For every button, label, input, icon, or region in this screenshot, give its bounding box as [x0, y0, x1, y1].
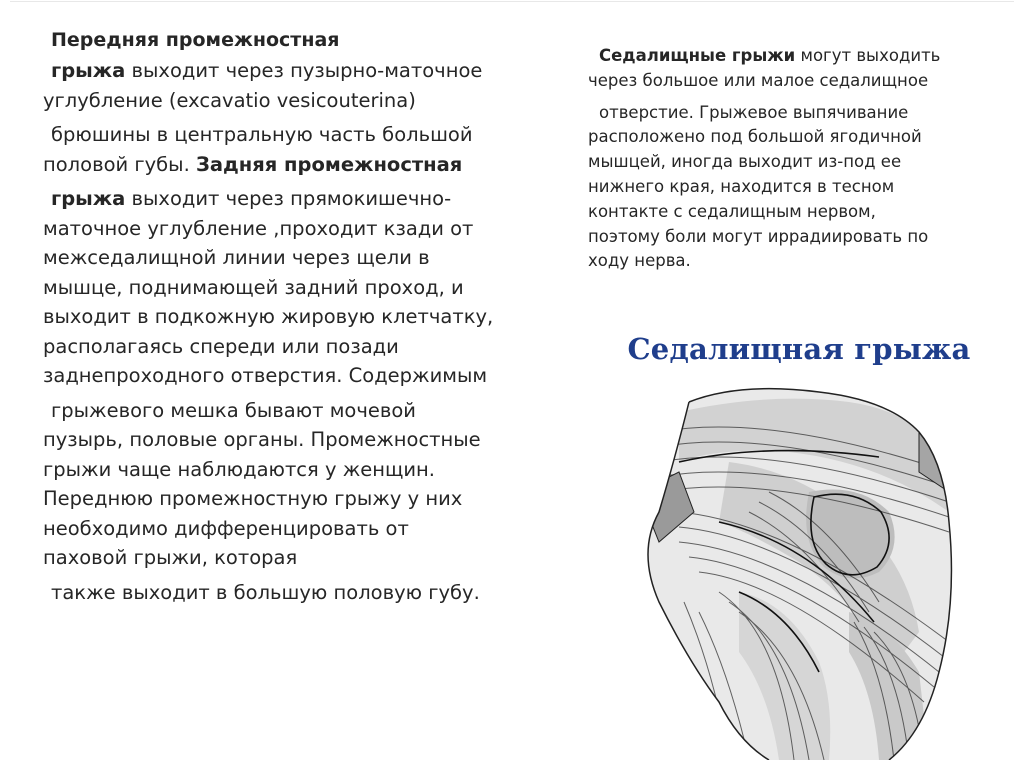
left-line: маточное углубление ,проходит кзади от — [43, 216, 474, 240]
right-line: ходу нерва. — [588, 251, 691, 271]
bold-term: грыжа — [51, 59, 126, 82]
left-line: брюшины в центральную часть большой — [51, 123, 473, 146]
left-line: паховой грыжи, которая — [43, 546, 298, 569]
text-fragment: могут выходить — [795, 46, 941, 65]
left-line: заднепроходного отверстия. Содержимым — [43, 364, 488, 387]
left-line: пузырь, половые органы. Промежностные — [43, 428, 481, 451]
right-line: отверстие. Грыжевое выпячивание — [599, 102, 909, 122]
right-line: поэтому боли могут иррадиировать по — [588, 226, 929, 246]
text-fragment: выходит через пузырно-маточное — [125, 59, 483, 82]
muscle-fibers — [619, 372, 979, 760]
bold-term: Задняя промежностная — [195, 152, 463, 176]
bold-term: грыжа — [51, 187, 126, 210]
right-line: через большое или малое седалищное — [588, 70, 929, 90]
left-line: выходит в подкожную жировую клетчатку, — [43, 305, 494, 328]
bold-term: Седалищные грыжи — [599, 46, 796, 65]
left-line: грыжевого мешка бывают мочевой — [51, 398, 416, 422]
left-line: углубление (excavatio vesicouterina) — [43, 88, 416, 112]
left-line: Переднюю промежностную грыжу у них — [43, 487, 463, 510]
text-fragment: половой губы. — [43, 152, 196, 176]
left-line — [43, 150, 543, 180]
left-line: также выходит в большую половую губу. — [51, 580, 480, 604]
right-line: расположено под большой ягодичной — [588, 127, 922, 147]
left-line: грыжи чаще наблюдаются у женщин. — [43, 457, 435, 481]
text-fragment: выходит через прямокишечно- — [125, 187, 452, 210]
left-text-column — [43, 26, 543, 607]
left-heading: Передняя промежностная — [51, 29, 340, 51]
left-line — [43, 56, 543, 86]
figure-title: Седалищная грыжа — [627, 332, 971, 366]
left-line — [43, 184, 543, 214]
left-line: межседалищной линии через щели в — [43, 246, 430, 269]
left-line: необходимо дифференцировать от — [43, 516, 409, 540]
left-line: располагаясь спереди или позади — [43, 334, 399, 358]
anatomy-illustration — [619, 372, 979, 760]
top-divider — [10, 1, 1014, 2]
right-line — [588, 44, 998, 69]
right-line: нижнего края, находится в тесном — [588, 176, 895, 196]
right-line: мышцей, иногда выходит из-под ее — [588, 152, 902, 172]
right-line: контакте с седалищным нервом, — [588, 201, 876, 221]
right-text-column — [588, 44, 998, 274]
anatomy-figure — [619, 330, 979, 760]
left-line: мышце, поднимающей задний проход, и — [43, 275, 464, 299]
